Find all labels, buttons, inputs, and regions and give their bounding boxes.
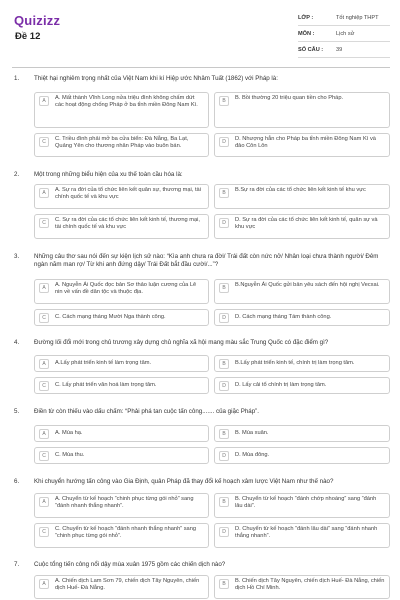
question-number: 1. [14,75,20,82]
option-text: B.Nguyễn Ái Quốc gửi bản yêu sách đến hội nghị Vecxai. [235,282,380,288]
option-letter: D [219,218,229,228]
option-letter: A [39,188,49,198]
question-number: 5. [14,408,20,415]
option-letter: A [39,429,49,439]
document-title: Đề 12 [15,31,41,42]
option-text: A. Chuyển từ kế hoạch “chinh phục từng gói nhỏ” sang “đánh nhanh thắng nhanh”. [55,496,194,510]
meta-value: Lịch sử [336,30,355,37]
question-number: 6. [14,478,20,485]
option-letter: B [219,359,229,369]
option-letter: C [39,313,49,323]
option-text: C. Chuyển từ kế hoạch “đánh nhanh thắng nhanh” sang “chinh phục từng gói nhỏ”. [55,526,197,540]
option-letter: B [219,429,229,439]
option-1c[interactable] [34,133,209,157]
option-2d[interactable] [214,214,390,239]
option-text: D. Lấy cải tổ chính trị làm trọng tâm. [235,382,327,388]
option-letter: C [39,137,49,147]
option-text: A. Nguyễn Ái Quốc đọc bản Sơ thảo luận cương của Lê nin về vấn đề dân tộc và thuộc địa. [55,282,197,296]
option-7a[interactable] [34,575,209,599]
option-text: C. Mùa thu. [55,452,85,458]
option-text: D. Cách mạng tháng Tám thành công. [235,314,332,320]
option-text: A. Sự ra đời của tổ chức liên kết quân sự, thương mại, tài chính quốc tế và khu vực [55,187,201,201]
question-number: 7. [14,561,20,568]
option-text: D. Chuyển từ kế hoạch “đánh lâu dài” sang “đánh nhanh thắng nhanh”. [235,526,378,540]
option-3d[interactable] [214,309,390,326]
meta-label: SỐ CÂU : [298,46,324,53]
question-text: Thiệt hại nghiêm trọng nhất của Việt Nam khi kí Hiệp ước Nhâm Tuất (1862) với Pháp là: [34,75,278,82]
quizizz-logo: Quizizz [14,13,61,28]
option-2c[interactable] [34,214,209,239]
question-number: 3. [14,253,20,260]
document-header [0,0,400,66]
question-text: Đường lối đổi mới trong chủ trương xây dựng chủ nghĩa xã hội mang màu sắc Trung Quốc có đặc điểm gì? [34,339,329,346]
option-4c[interactable] [34,377,209,394]
option-5b[interactable] [214,425,390,442]
option-text: C. Triều đình phải mở ba cửa biển: Đà Nẵng, Ba Lạt, Quảng Yên cho thương nhân Pháp vào buôn bán. [55,136,189,150]
option-letter: D [219,381,229,391]
meta-label: LỚP : [298,14,314,21]
question-number: 2. [14,171,20,178]
option-text: A. Mùa hạ. [55,430,83,436]
question-text: Những câu thơ sau nói đến sự kiện lịch sử nào: “Kìa anh chưa ra đời/ Trái đất còn nức nở/ Nhân loại chưa thành người/ Đêm ngàn năm man rợ/ Từ khi anh đứng dậy/ Trái Đất bắt đầu cười/...”? [34,253,379,269]
option-letter: C [39,218,49,228]
option-text: A. Chiến dịch Lam Sơn 79, chiến dịch Tây Nguyên, chiến dịch Huế- Đà Nẵng. [55,578,200,592]
option-text: A. Mất thành Vĩnh Long nửa triệu đình không chấm dứt các hoạt động chống Pháp ở ba tỉnh miền Đông Nam Kì. [55,95,198,109]
option-4a[interactable] [34,355,209,372]
option-4b[interactable] [214,355,390,372]
meta-value: Tốt nghiệp THPT [336,14,379,21]
option-7b[interactable] [214,575,390,599]
question-text: Một trong những biểu hiện của xu thế toàn cầu hóa là: [34,171,183,178]
option-4d[interactable] [214,377,390,394]
meta-row-count [298,42,390,58]
option-2a[interactable] [34,184,209,209]
option-text: B.Lấy phát triển kinh tế, chính trị làm trọng tâm. [235,360,355,366]
option-1a[interactable] [34,92,209,128]
option-letter: B [219,579,229,589]
meta-value: 39 [336,46,343,53]
option-letter: A [39,283,49,293]
option-text: D. Sự ra đời của các tổ chức liên kết kinh tế, quân sự và khu vực [235,217,378,231]
option-3a[interactable] [34,279,209,304]
option-letter: D [219,313,229,323]
option-6b[interactable] [214,493,390,518]
option-letter: C [39,451,49,461]
option-letter: A [39,579,49,589]
option-text: B. Mùa xuân. [235,430,269,436]
meta-row-class [298,10,390,26]
meta-row-subject [298,26,390,42]
option-2b[interactable] [214,184,390,209]
option-text: C. Lấy phát triển văn hoá làm trọng tâm. [55,382,157,388]
option-1d[interactable] [214,133,390,157]
option-6a[interactable] [34,493,209,518]
option-letter: A [39,359,49,369]
option-text: B. Chiến dịch Tây Nguyên, chiến dịch Huế- Đà Nẵng, chiến dịch Hồ Chí Minh. [235,578,385,592]
meta-label: MÔN : [298,30,315,37]
option-6d[interactable] [214,523,390,548]
option-text: B. Chuyển từ kế hoạch “đánh chớp nhoáng” sang “đánh lâu dài”. [235,496,377,510]
option-5d[interactable] [214,447,390,464]
option-letter: B [219,283,229,293]
option-3b[interactable] [214,279,390,304]
option-text: A.Lấy phát triển kinh tế làm trọng tâm. [55,360,152,366]
option-3c[interactable] [34,309,209,326]
option-5a[interactable] [34,425,209,442]
question-number: 4. [14,339,20,346]
option-letter: C [39,527,49,537]
option-letter: B [219,497,229,507]
option-text: D. Mùa đông. [235,452,270,458]
option-letter: D [219,451,229,461]
option-text: C. Cách mạng tháng Mười Nga thành công. [55,314,166,320]
option-letter: B [219,188,229,198]
option-text: B. Bồi thường 20 triệu quan tiền cho Pháp. [235,95,344,101]
question-text: Khi chuyển hướng tấn công vào Gia Định, quân Pháp đã thay đổi kế hoạch xâm lược Việt Nam như thế nào? [34,478,334,485]
question-text: Cuộc tổng tiến công nổi dậy mùa xuân 1975 gồm các chiến dịch nào? [34,561,226,568]
option-text: D. Nhượng hẳn cho Pháp ba tỉnh miền Đông Nam Kì và đảo Côn Lôn [235,136,376,150]
question-text: Điền từ còn thiếu vào dấu chấm: “Phải phá tan cuộc tấn công....... của giặc Pháp”. [34,408,259,415]
option-letter: D [219,527,229,537]
option-text: B.Sự ra đời của các tổ chức liên kết kinh tế khu vực [235,187,366,193]
option-letter: A [39,497,49,507]
option-text: C. Sự ra đời của các tổ chức liên kết kinh tế, thương mại, tài chính quốc tế và khu vực [55,217,201,231]
option-6c[interactable] [34,523,209,548]
option-1b[interactable] [214,92,390,128]
header-divider [12,67,390,68]
option-letter: A [39,96,49,106]
option-letter: B [219,96,229,106]
option-5c[interactable] [34,447,209,464]
option-letter: C [39,381,49,391]
option-letter: D [219,137,229,147]
meta-table [298,10,390,58]
